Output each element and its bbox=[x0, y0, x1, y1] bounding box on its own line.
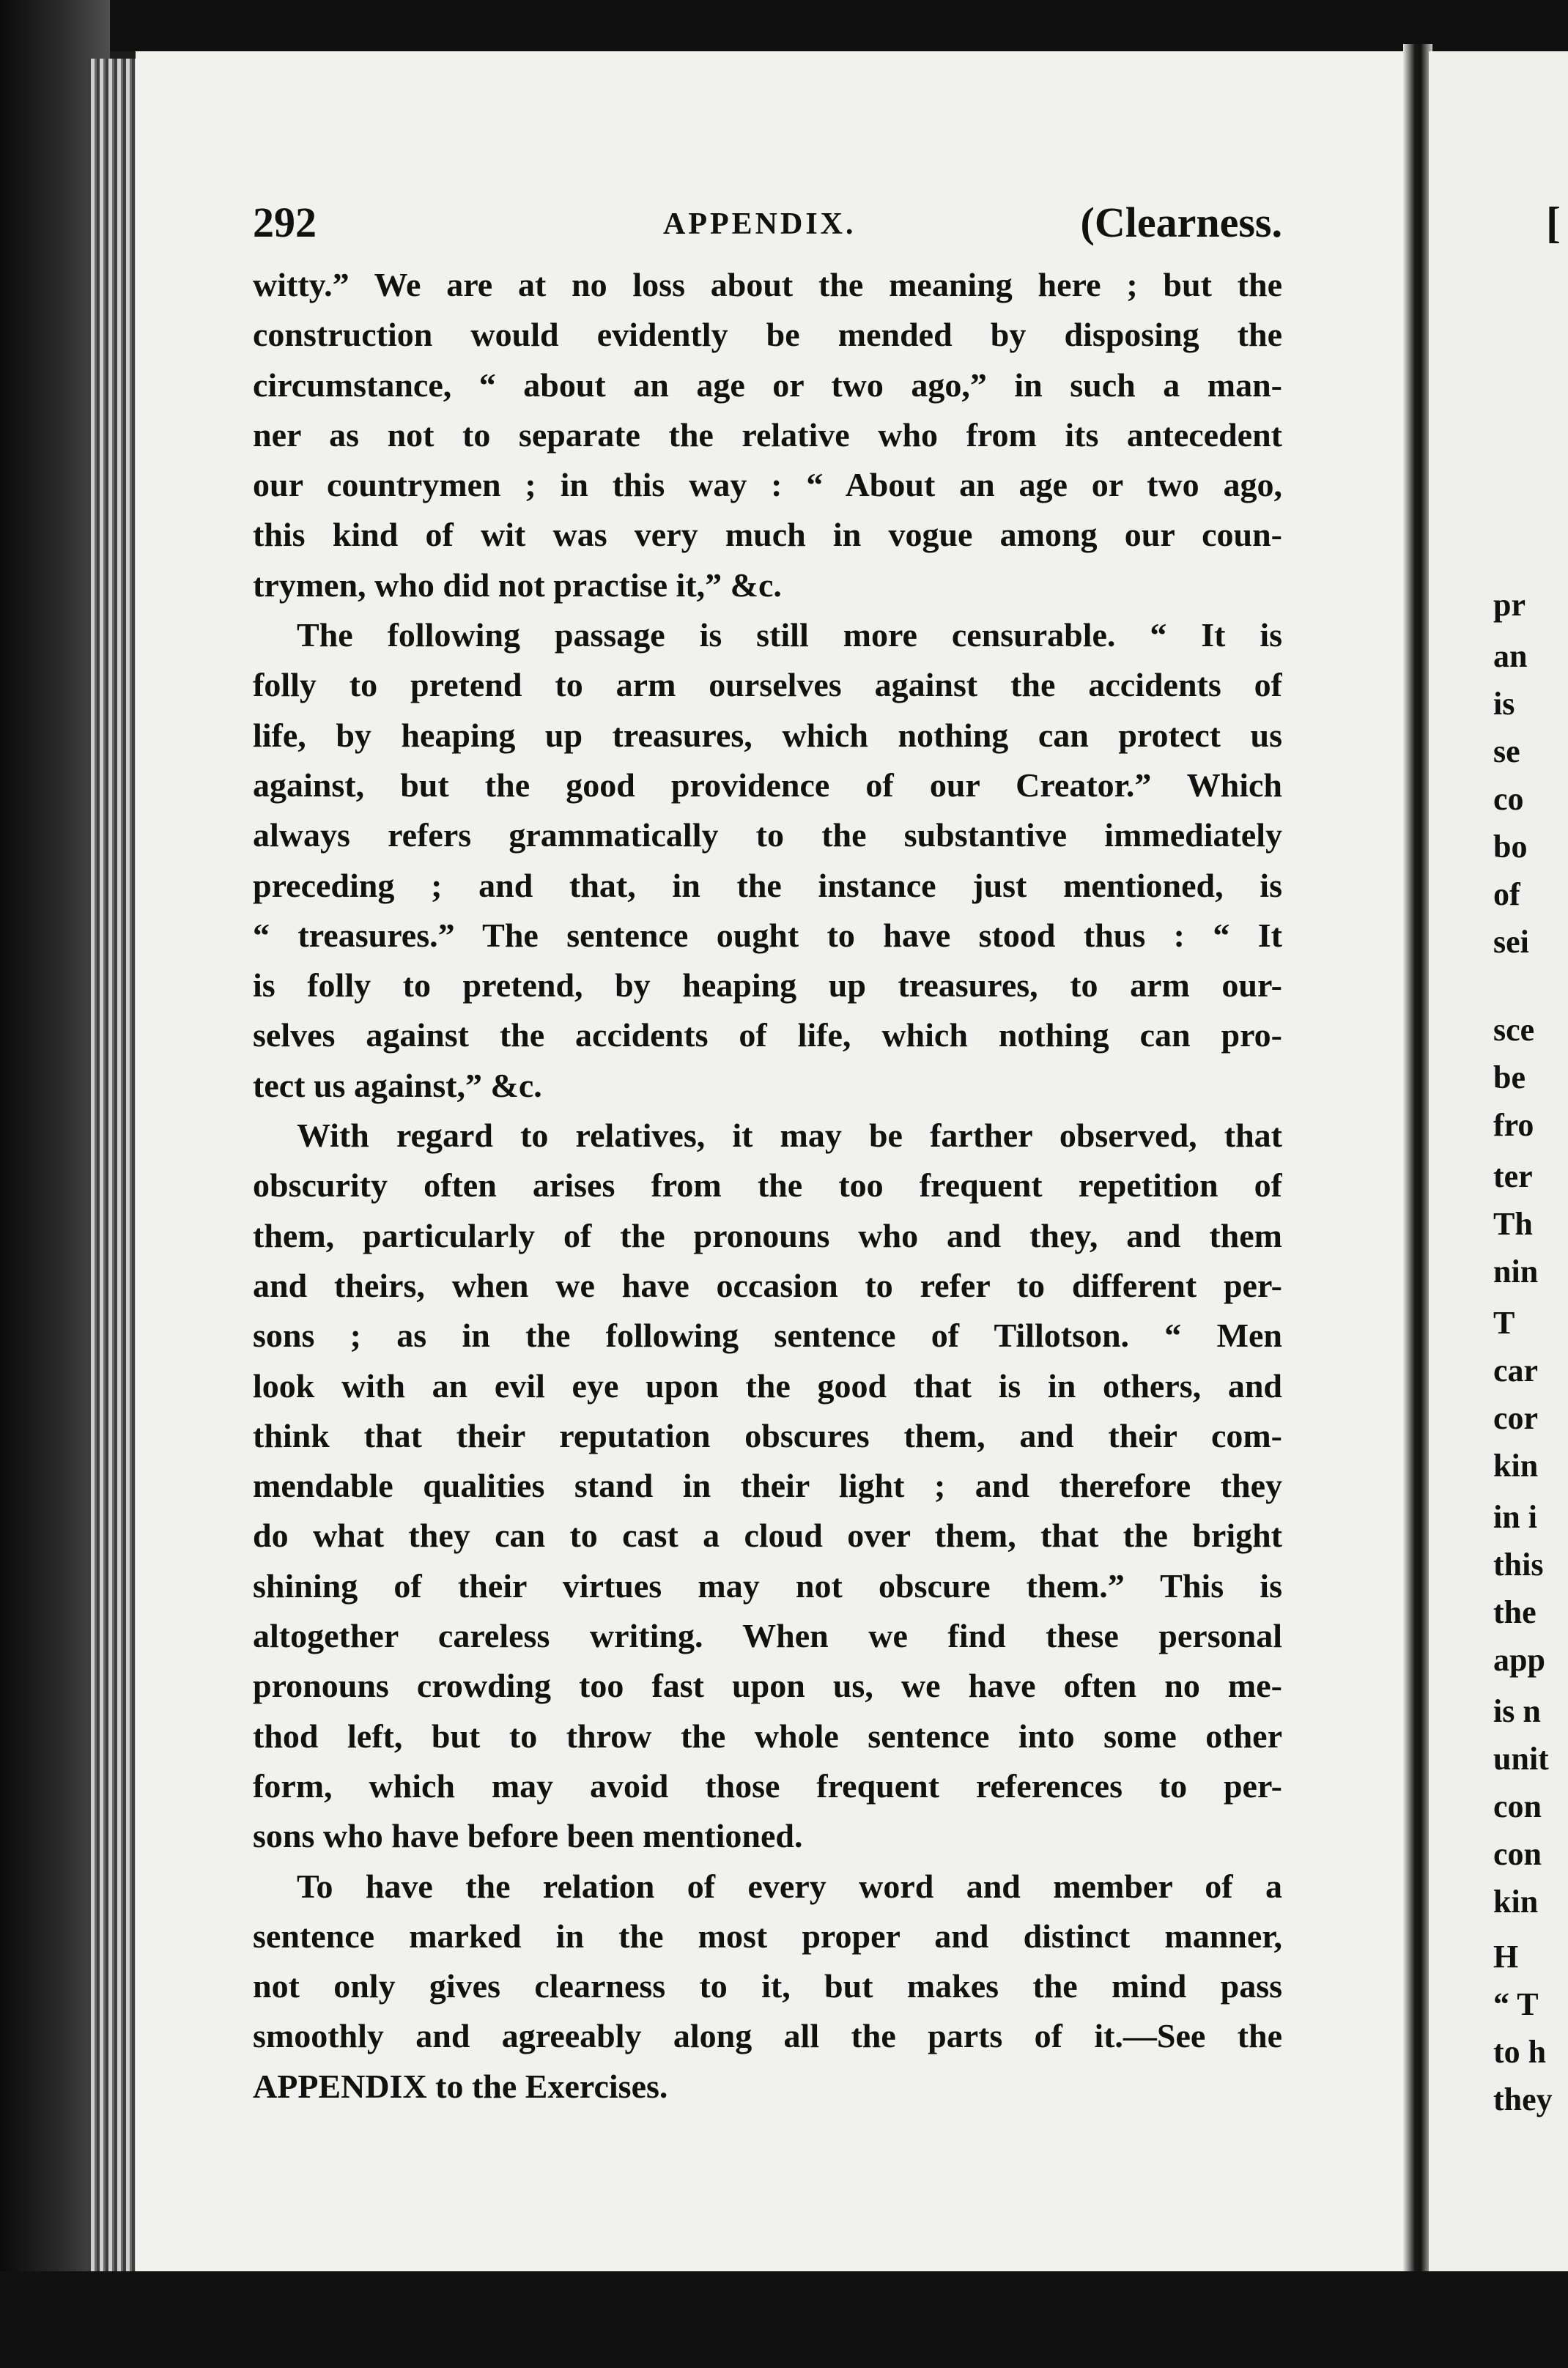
facing-page-fragment: kin bbox=[1493, 1448, 1539, 1484]
section-heading: (Clearness. bbox=[1080, 199, 1282, 246]
body-text bbox=[253, 260, 1282, 2112]
text-line: look with an evil eye upon the good that is in others, and bbox=[253, 1366, 1282, 1405]
text-line: life, by heaping up treasures, which nothing can protect us bbox=[253, 716, 1282, 754]
text-line: To have the relation of every word and member of a bbox=[297, 1867, 1282, 1905]
text-line: our countrymen ; in this way : “ About an age or two ago, bbox=[253, 466, 1282, 504]
text-line: tect us against,” &c. bbox=[253, 1066, 542, 1104]
text-line: altogether careless writing. When we find these personal bbox=[253, 1617, 1282, 1655]
text-line: “ treasures.” The sentence ought to have stood thus : “ It bbox=[253, 916, 1282, 954]
text-line: APPENDIX to the Exercises. bbox=[253, 2067, 668, 2105]
facing-page-fragment: con bbox=[1493, 1788, 1542, 1824]
text-line: selves against the accidents of life, which nothing can pro- bbox=[253, 1016, 1282, 1054]
facing-page-fragment: kin bbox=[1493, 1884, 1539, 1920]
facing-page-fragment: unit bbox=[1493, 1741, 1549, 1777]
text-line: form, which may avoid those frequent references to per- bbox=[253, 1766, 1282, 1805]
facing-page-fragment: Th bbox=[1493, 1206, 1533, 1242]
text-line: do what they can to cast a cloud over them, that the bright bbox=[253, 1517, 1282, 1555]
text-line: thod left, but to throw the whole sentence into some other bbox=[253, 1717, 1282, 1755]
text-line: this kind of wit was very much in vogue among our coun- bbox=[253, 516, 1282, 554]
facing-page-fragment: cor bbox=[1493, 1400, 1539, 1436]
text-line: preceding ; and that, in the instance just mentioned, is bbox=[253, 866, 1282, 904]
text-line: pronouns crowding too fast upon us, we have often no me- bbox=[253, 1667, 1282, 1705]
text-line: always refers grammatically to the substantive immediately bbox=[253, 816, 1282, 854]
facing-page-fragment: bo bbox=[1493, 829, 1528, 865]
text-line: smoothly and agreeably along all the parts of it.—See the bbox=[253, 2017, 1282, 2055]
facing-page bbox=[1429, 51, 1568, 2279]
text-line: trymen, who did not practise it,” &c. bbox=[253, 566, 782, 604]
page-edges bbox=[88, 59, 139, 2301]
facing-page-fragment: con bbox=[1493, 1836, 1542, 1872]
facing-page-fragment: T bbox=[1493, 1305, 1515, 1341]
facing-page-fragment: nin bbox=[1493, 1254, 1539, 1290]
text-line: obscurity often arises from the too frequent repetition of bbox=[253, 1166, 1282, 1205]
page-number: 292 bbox=[253, 199, 317, 246]
text-line: The following passage is still more censurable. “ It is bbox=[297, 616, 1282, 654]
text-line: mendable qualities stand in their light ; and therefore they bbox=[253, 1467, 1282, 1505]
facing-page-fragment: be bbox=[1493, 1059, 1526, 1095]
facing-page-fragment: the bbox=[1493, 1594, 1536, 1630]
facing-page-fragment: is bbox=[1493, 686, 1515, 722]
facing-page-fragment: car bbox=[1493, 1353, 1539, 1388]
text-line: them, particularly of the pronouns who and they, and them bbox=[253, 1216, 1282, 1254]
facing-page-head: [ bbox=[1546, 199, 1561, 247]
text-line: sons ; as in the following sentence of Tillotson. “ Men bbox=[253, 1317, 1282, 1355]
facing-page-fragment: se bbox=[1493, 733, 1520, 769]
scan-border-bottom bbox=[0, 2271, 1568, 2368]
page-header bbox=[253, 198, 1282, 264]
facing-page-fragment: of bbox=[1493, 876, 1520, 912]
facing-page-fragment: H bbox=[1493, 1939, 1519, 1975]
text-line: is folly to pretend, by heaping up treasures, to arm our- bbox=[253, 966, 1282, 1004]
text-line: think that their reputation obscures them, and their com- bbox=[253, 1416, 1282, 1454]
text-line: construction would evidently be mended by disposing the bbox=[253, 316, 1282, 354]
book-gutter bbox=[1403, 44, 1432, 2286]
text-line: and theirs, when we have occasion to refer to different per- bbox=[253, 1266, 1282, 1304]
facing-page-fragment: co bbox=[1493, 781, 1524, 817]
text-line: folly to pretend to arm ourselves against the accidents of bbox=[253, 666, 1282, 704]
facing-page-fragment: in i bbox=[1493, 1499, 1537, 1535]
facing-page-fragment: sce bbox=[1493, 1012, 1535, 1048]
facing-page-fragment: ter bbox=[1493, 1158, 1533, 1194]
scan-border-top bbox=[0, 0, 1568, 51]
text-line: not only gives clearness to it, but makes the mind pass bbox=[253, 1967, 1282, 2005]
text-line: shining of their virtues may not obscure them.” This is bbox=[253, 1566, 1282, 1605]
running-head: APPENDIX. bbox=[663, 207, 857, 241]
facing-page-fragment: is n bbox=[1493, 1693, 1541, 1729]
facing-page-fragment: “ T bbox=[1493, 1986, 1539, 2022]
facing-page-fragment: fro bbox=[1493, 1107, 1534, 1143]
facing-page-fragment: to h bbox=[1493, 2034, 1547, 2070]
text-line: sentence marked in the most proper and distinct manner, bbox=[253, 1917, 1282, 1955]
text-line: against, but the good providence of our Creator.” Which bbox=[253, 766, 1282, 804]
text-line: circumstance, “ about an age or two ago,” in such a man- bbox=[253, 366, 1282, 404]
text-line: ner as not to separate the relative who from its antecedent bbox=[253, 415, 1282, 454]
facing-page-fragment: this bbox=[1493, 1547, 1544, 1583]
text-line: With regard to relatives, it may be farther observed, that bbox=[297, 1117, 1282, 1155]
facing-page-fragment: app bbox=[1493, 1642, 1545, 1678]
text-line: witty.” We are at no loss about the meaning here ; but the bbox=[253, 266, 1282, 303]
text-line: sons who have before been mentioned. bbox=[253, 1817, 803, 1855]
facing-page-fragment: sei bbox=[1493, 924, 1529, 960]
facing-page-fragment: an bbox=[1493, 638, 1528, 674]
facing-page-fragment: they bbox=[1493, 2082, 1553, 2117]
facing-page-fragment: pr bbox=[1493, 587, 1526, 623]
